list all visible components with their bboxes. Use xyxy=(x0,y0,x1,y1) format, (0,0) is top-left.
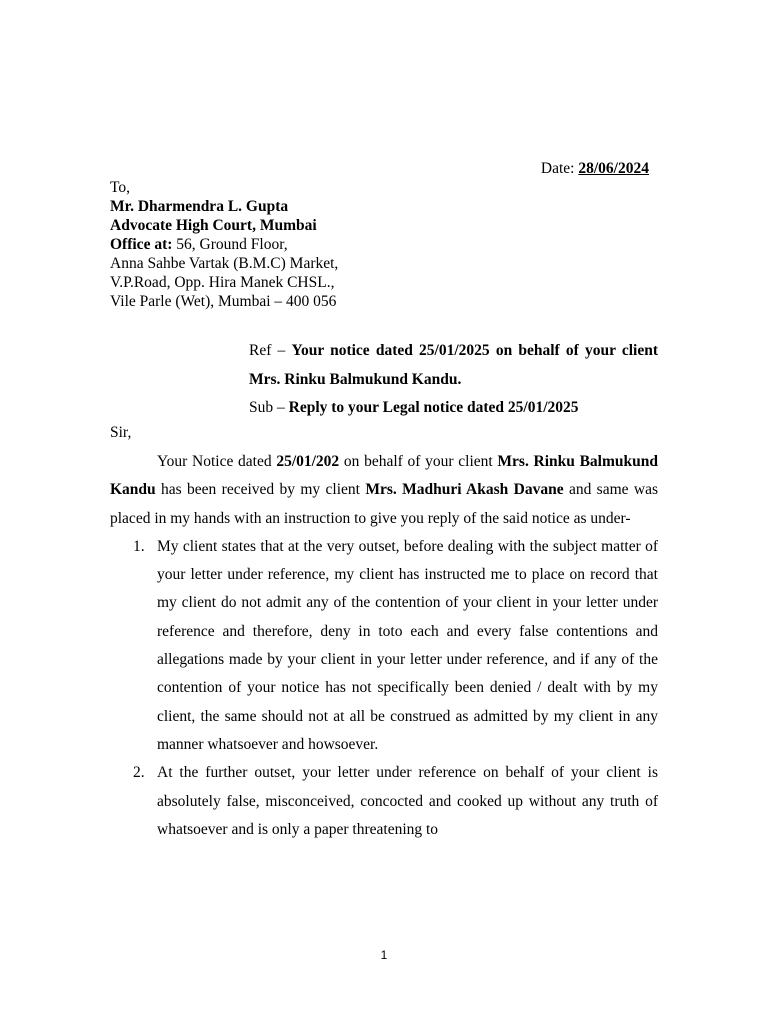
date-value: 28/06/2024 xyxy=(578,160,649,177)
letter-body xyxy=(110,448,658,844)
intro-bold-client: Mrs. Rinku Balmukund Kandu xyxy=(110,453,659,499)
sub-text: Reply to your Legal notice dated 25/01/2025 xyxy=(288,399,579,416)
office-label: Office at: xyxy=(110,236,173,253)
recipient-address xyxy=(110,178,338,311)
numbered-list xyxy=(110,533,658,844)
list-item-number: 1. xyxy=(133,537,145,555)
list-item-number: 2. xyxy=(133,764,145,782)
salutation: Sir, xyxy=(110,424,132,441)
address-line-3: V.P.Road, Opp. Hira Manek CHSL., xyxy=(110,274,335,291)
intro-text-3: has been received by my client xyxy=(155,481,366,499)
intro-text-1: Your Notice dated xyxy=(157,453,277,470)
page-number: 1 xyxy=(380,948,388,962)
office-line: 56, Ground Floor, xyxy=(172,236,288,253)
address-line-4: Vile Parle (Wet), Mumbai – 400 056 xyxy=(110,293,337,310)
list-item-text: At the further outset, your letter under reference on behalf of your client is absolutely false, misconceived, concocted and cooked up without any truth of whatsoever and is only a paper threatening to xyxy=(157,764,658,838)
ref-text: Your notice dated 25/01/2025 on behalf of your client Mrs. Rinku Balmukund Kandu. xyxy=(249,342,658,388)
intro-text-2: on behalf of your client xyxy=(339,453,498,470)
list-item xyxy=(133,533,658,759)
letter-date xyxy=(541,159,649,178)
list-item-text: My client states that at the very outset, before dealing with the subject matter of your letter under reference, my client has instructed me to place on record that my client do not admit any of the contention of your client in your letter under reference and therefore, deny in toto each and every false contentions and allegations made by your client in your letter under reference, and if any of the contention of your notice has not specifically been denied / dealt with by my client, the same should not at all be construed as admitted by my client in any manner whatsoever and howsoever. xyxy=(157,537,658,753)
recipient-name: Mr. Dharmendra L. Gupta xyxy=(110,198,289,215)
intro-paragraph xyxy=(110,448,658,533)
reference-block xyxy=(249,337,658,423)
intro-bold-date: 25/01/202 xyxy=(276,453,340,470)
ref-prefix: Ref – xyxy=(249,342,292,359)
list-item xyxy=(133,759,658,844)
date-label: Date: xyxy=(540,160,579,177)
sub-prefix: Sub – xyxy=(249,399,289,416)
intro-text-4: and same was placed in my hands with an instruction to give you reply of the said notice as under- xyxy=(110,481,658,527)
address-to: To, xyxy=(110,179,131,196)
address-line-2: Anna Sahbe Vartak (B.M.C) Market, xyxy=(110,255,339,272)
intro-bold-my-client: Mrs. Madhuri Akash Davane xyxy=(365,481,564,499)
recipient-title: Advocate High Court, Mumbai xyxy=(110,217,317,234)
